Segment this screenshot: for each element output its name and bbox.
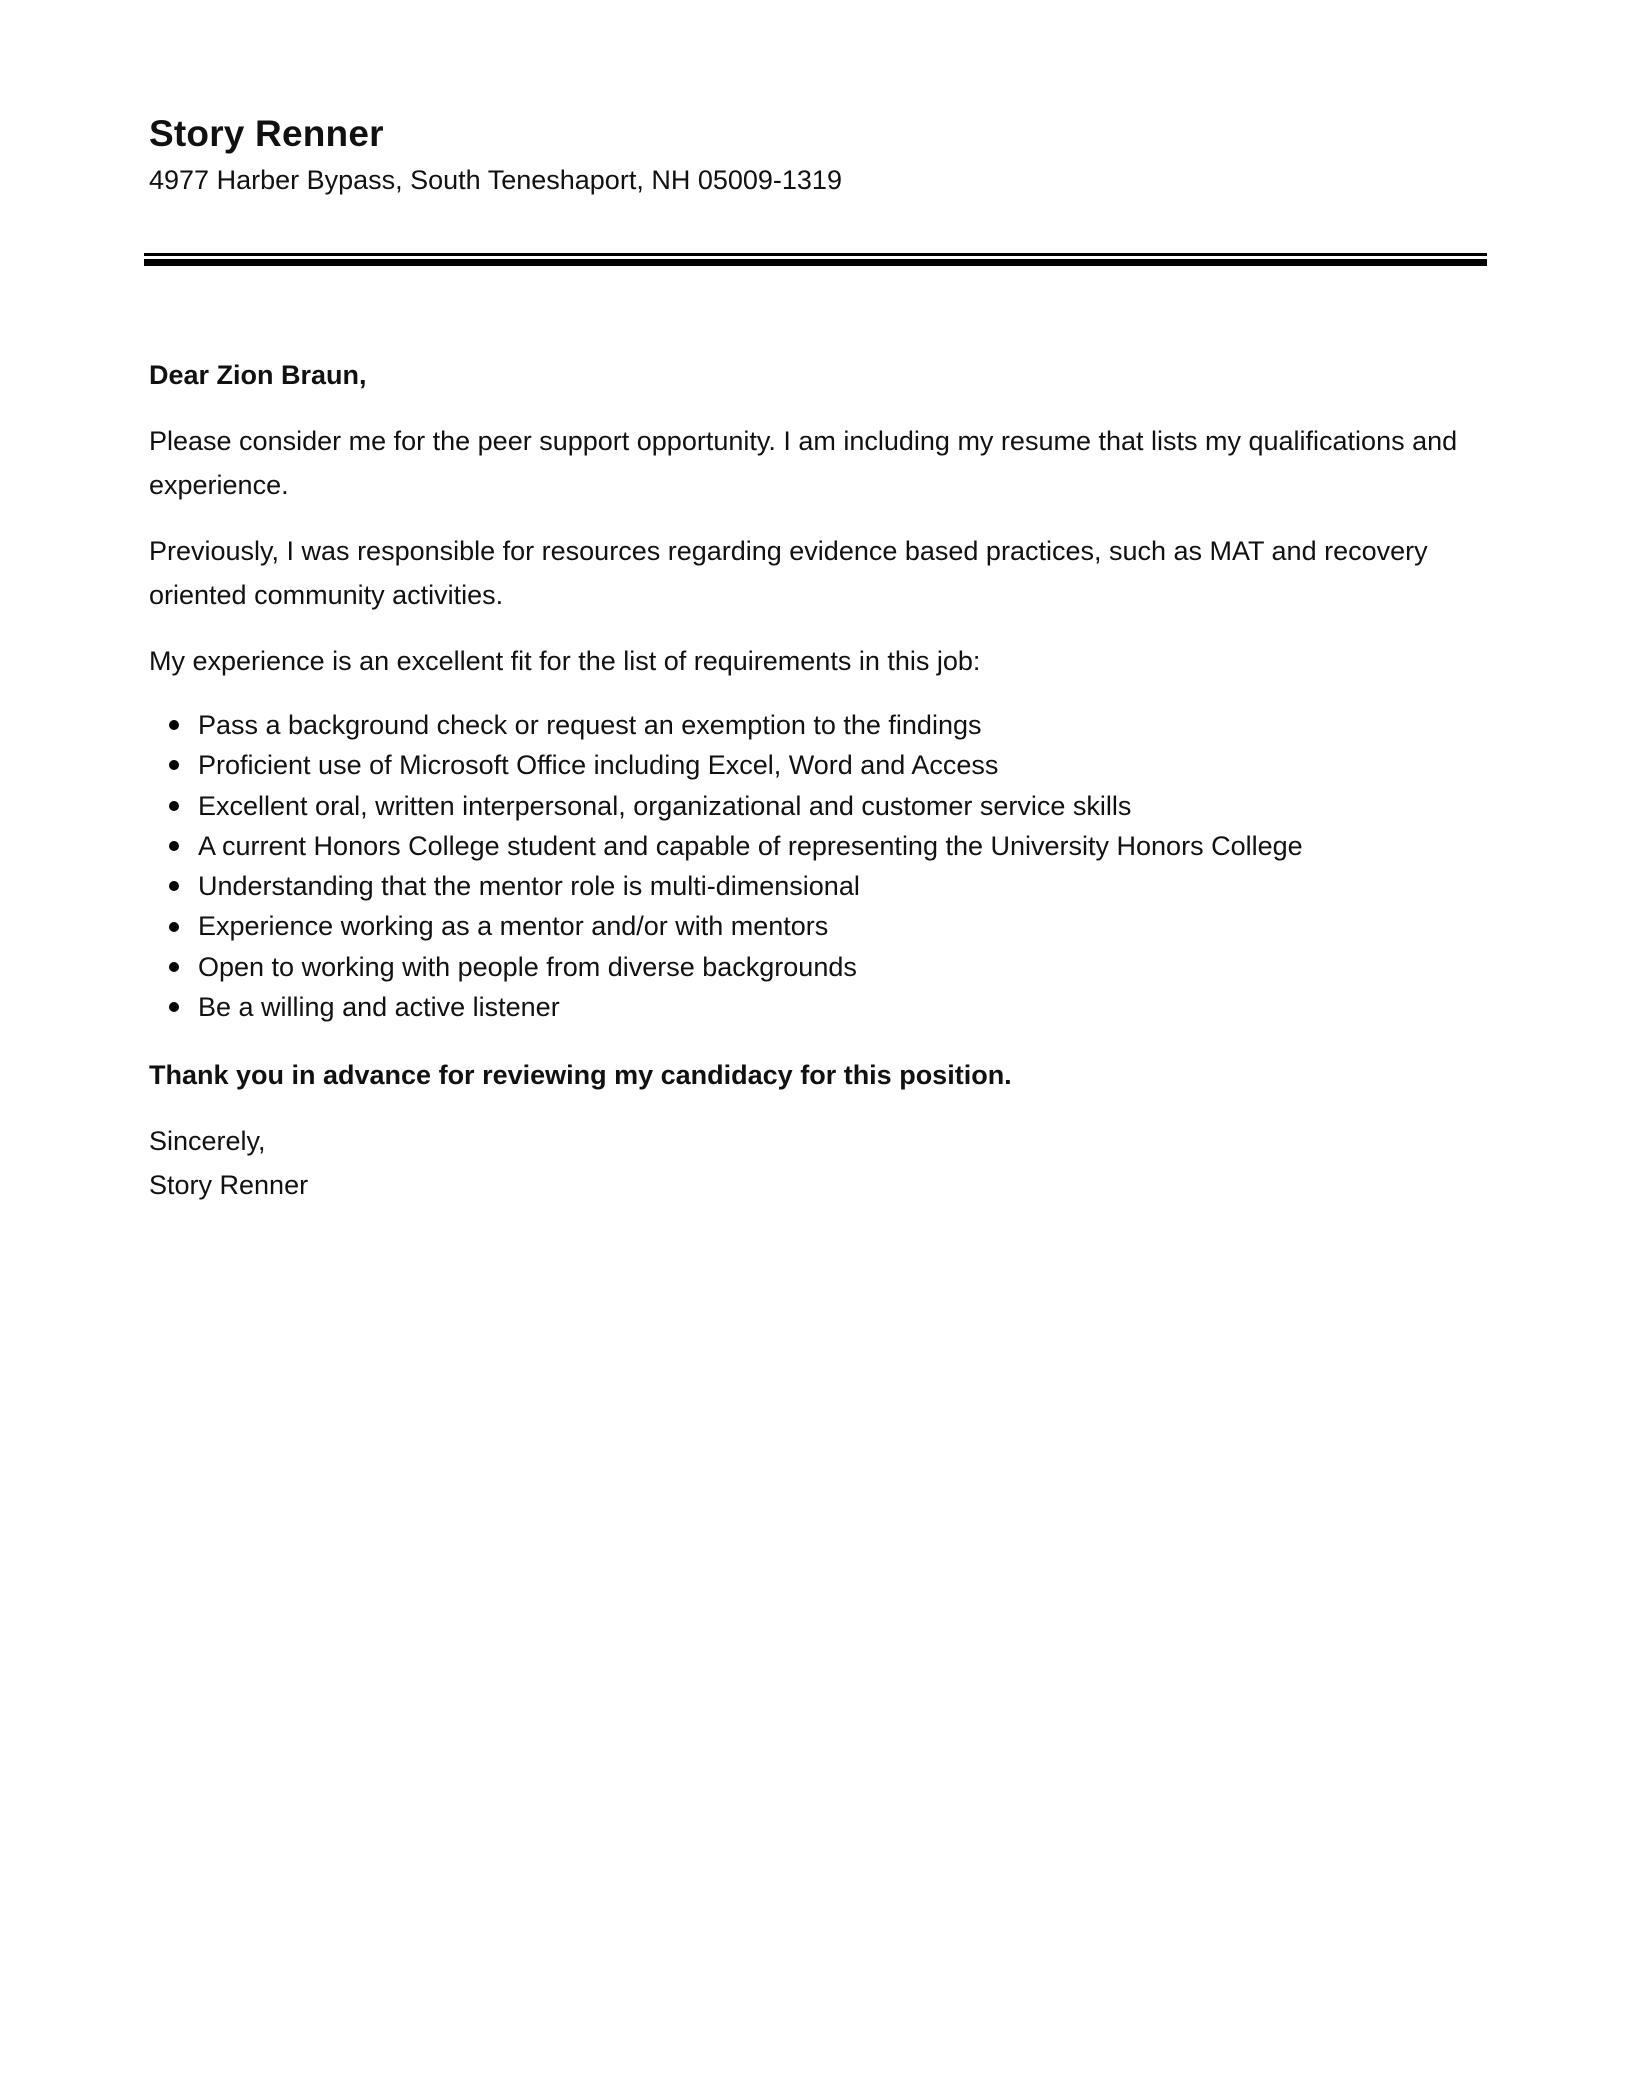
bullet-icon [169, 922, 179, 932]
requirement-text: Pass a background check or request an exemption to the findings [198, 710, 982, 740]
signoff [149, 1119, 1487, 1207]
list-item [169, 947, 1487, 987]
salutation: Dear Zion Braun, [149, 360, 367, 390]
bullet-icon [169, 801, 179, 811]
list-item [169, 705, 1487, 745]
requirement-text: Understanding that the mentor role is multi-dimensional [198, 871, 860, 902]
letter-body [149, 353, 1487, 1207]
closing-line: Thank you in advance for reviewing my candidacy for this position. [149, 1060, 1012, 1091]
list-item [169, 786, 1487, 826]
valediction: Sincerely, [149, 1126, 266, 1157]
sender-name: Story Renner [149, 113, 384, 154]
signature: Story Renner [149, 1170, 309, 1201]
header-divider [144, 253, 1487, 266]
list-item [169, 866, 1487, 906]
paragraph-fit: My experience is an excellent fit for the list of requirements in this job: [149, 646, 981, 676]
paragraph-intro: Please consider me for the peer support opportunity. I am including my resume that lists my qualifications and experience. [149, 426, 1458, 500]
list-item [169, 745, 1487, 785]
requirement-text: Experience working as a mentor and/or with mentors [198, 911, 829, 942]
requirement-text: Excellent oral, written interpersonal, organizational and customer service skills [198, 790, 1132, 821]
bullet-icon [169, 1002, 179, 1012]
requirement-text: A current Honors College student and capable of representing the University Honors College [198, 830, 1303, 861]
sender-address: 4977 Harber Bypass, South Teneshaport, NH 05009-1319 [149, 165, 842, 195]
list-item [169, 906, 1487, 946]
bullet-icon [169, 720, 179, 730]
list-item [169, 987, 1487, 1027]
bullet-icon [169, 881, 179, 891]
requirement-text: Be a willing and active listener [198, 992, 560, 1023]
bullet-icon [169, 841, 179, 851]
requirements-list [149, 705, 1487, 1027]
bullet-icon [169, 760, 179, 770]
bullet-icon [169, 962, 179, 972]
divider-thick-line [144, 259, 1487, 266]
paragraph-previous-role: Previously, I was responsible for resources regarding evidence based practices, such as MAT and recovery oriented community activities. [149, 536, 1428, 610]
requirement-text: Open to working with people from diverse backgrounds [198, 951, 857, 982]
list-item [169, 826, 1487, 866]
requirement-text: Proficient use of Microsoft Office including Excel, Word and Access [198, 750, 999, 781]
